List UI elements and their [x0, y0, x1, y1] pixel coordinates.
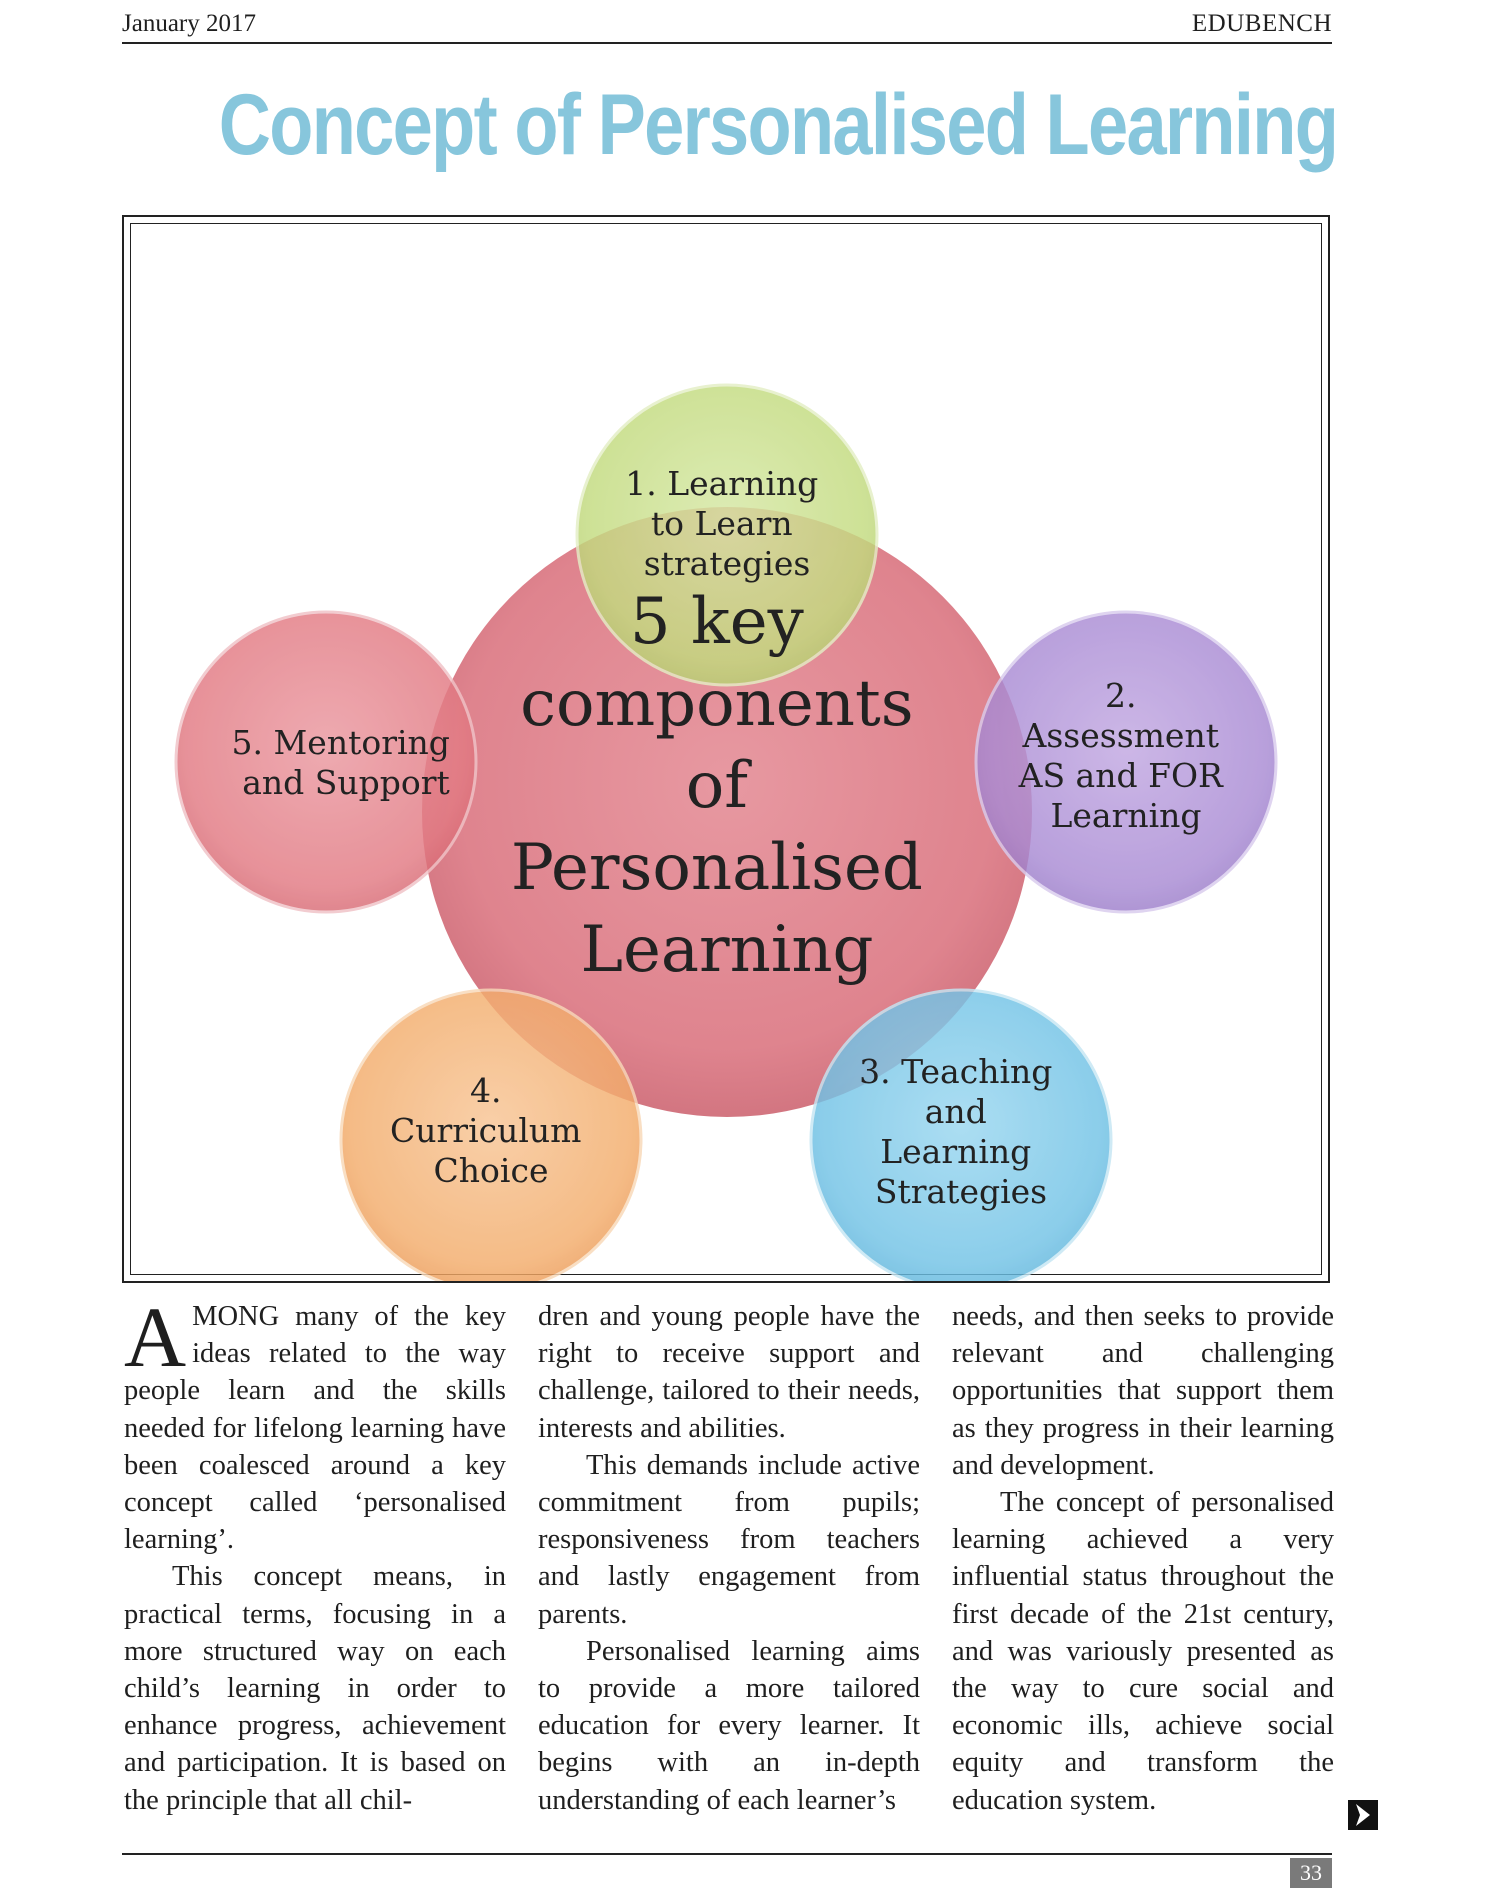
- header-rule: [122, 42, 1332, 44]
- node-label-line: AS and FOR: [1018, 756, 1223, 795]
- paragraph: The concept of personalised learning achieved a very influential status throughout the first decade of the 21st century, and was variously presented as the way to cure social and economic ills, achieve social equity and transform the education system.: [952, 1487, 1334, 1816]
- page-number: 33: [1290, 1858, 1332, 1888]
- node-label-line: Learning: [880, 1132, 1032, 1171]
- paragraph: This concept means, in practical terms, focusing in a more structured way on each child’s learning in order to enhance progress, achievement and participation. It is based on the principle that all chil-: [124, 1561, 506, 1816]
- paragraph-text: MONG many of the key ideas related to the way people learn and the skills needed for lifelong learning have been coalesced around a key concept called ‘personalised learning’.: [124, 1301, 506, 1556]
- issue-date: January 2017: [122, 10, 256, 37]
- key-components-diagram: [124, 217, 1328, 1281]
- article-column-2: [538, 1298, 920, 1819]
- teaching-strategies-label: [859, 1052, 1063, 1211]
- chevron-right-icon[interactable]: [1348, 1800, 1378, 1830]
- center-label-line: Learning: [580, 913, 874, 987]
- node-label-line: 4.: [470, 1071, 502, 1110]
- learning-to-learn-label: [625, 464, 829, 583]
- paragraph: [124, 1289, 506, 1558]
- article-body: [124, 1289, 1334, 1838]
- paragraph: This demands include active commitment from pupils; responsiveness from teachers and lastly engagement from parents.: [538, 1449, 920, 1630]
- node-label-line: and Support: [242, 763, 450, 802]
- node-label-line: to Learn: [650, 504, 793, 543]
- footer-rule: [122, 1853, 1332, 1855]
- node-label-line: Strategies: [874, 1172, 1048, 1211]
- node-label-line: Choice: [433, 1151, 549, 1190]
- node-label-line: 2.: [1105, 676, 1137, 715]
- center-label-line: of: [685, 749, 748, 823]
- mentoring-support-label: [232, 723, 461, 802]
- paragraph: dren and young people have the right to receive support and challenge, tailored to their needs, interests and abilities.: [538, 1301, 920, 1444]
- center-label-line: 5 key: [629, 585, 804, 659]
- diagram-frame: [122, 215, 1330, 1283]
- center-label-line: components: [520, 667, 914, 741]
- paragraph: Personalised learning aims to provide a more tailored education for every learner. It begins with an in-depth understanding of each learner’s: [538, 1635, 920, 1816]
- mentoring-support-circle: [176, 612, 476, 912]
- node-label-line: Assessment: [1022, 716, 1219, 755]
- publication-name: EDUBENCH: [1191, 10, 1332, 37]
- center-label-line: Personalised: [510, 831, 923, 905]
- node-label-line: Learning: [1050, 796, 1202, 835]
- node-label-line: strategies: [643, 544, 811, 583]
- paragraph: needs, and then seeks to provide relevant and challenging opportunities that support them as they progress in their learning and development.: [952, 1301, 1334, 1481]
- drop-cap: A: [124, 1289, 187, 1385]
- node-label-line: 1. Learning: [625, 464, 819, 503]
- node-label-line: 5. Mentoring: [231, 723, 450, 762]
- node-label-line: 3. Teaching: [859, 1052, 1053, 1091]
- node-label-line: Curriculum: [390, 1111, 582, 1150]
- node-label-line: and: [924, 1092, 987, 1131]
- page-title: Concept of Personalised Learning: [218, 77, 1338, 173]
- article-column-3: [952, 1298, 1334, 1819]
- article-column-1: [124, 1289, 506, 1819]
